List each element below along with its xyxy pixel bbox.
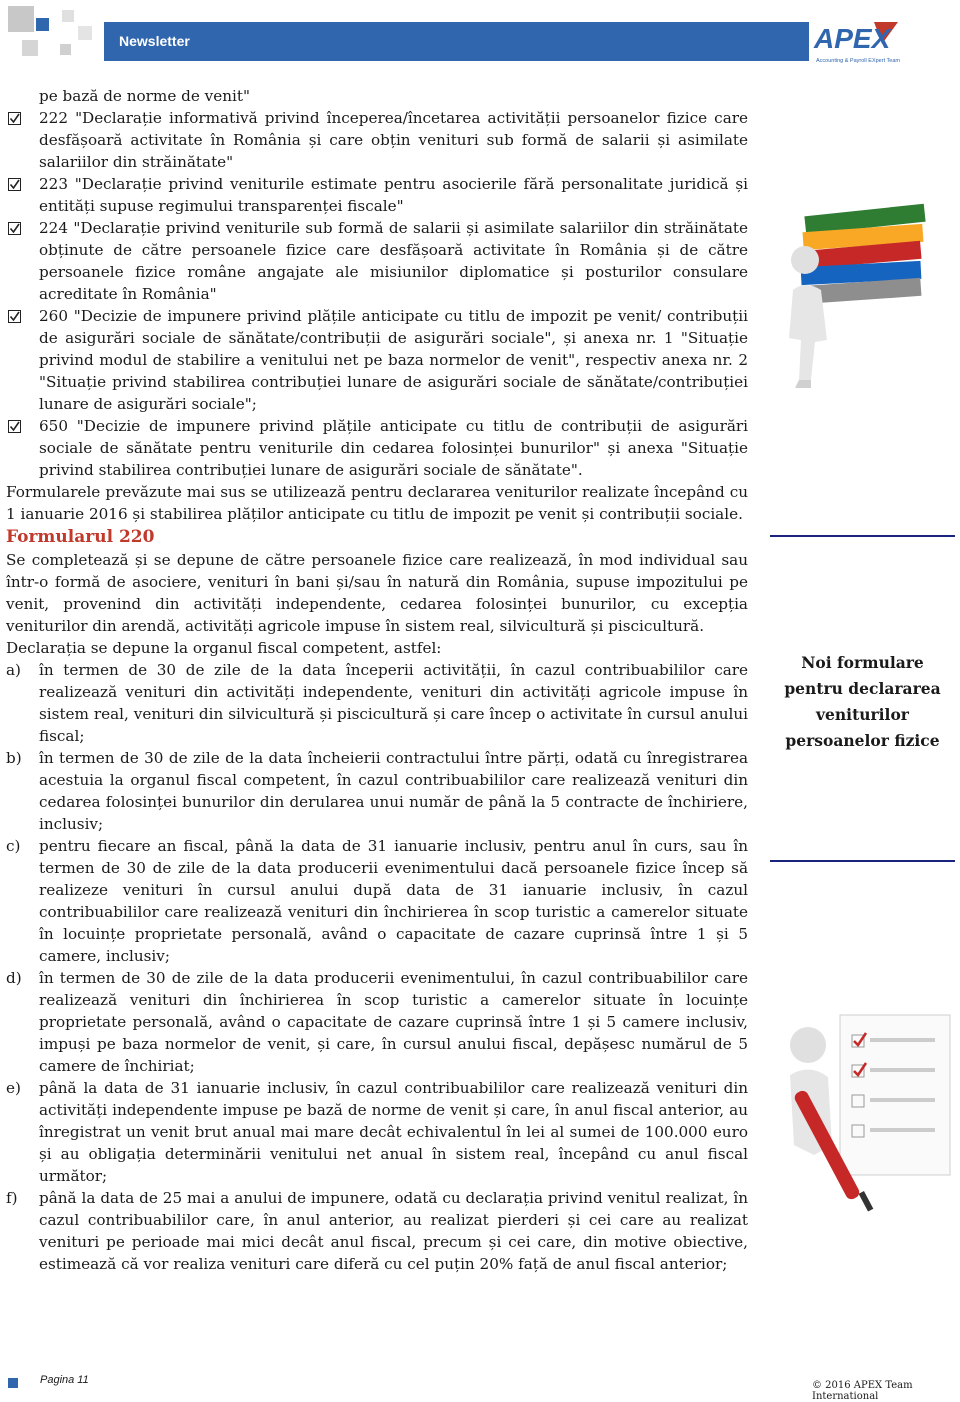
intro-line: pe bază de norme de venit"	[39, 87, 250, 105]
list-item	[6, 747, 748, 835]
newsletter-title: Newsletter	[119, 33, 190, 49]
list-marker: c)	[6, 837, 21, 855]
checkbox-icon	[8, 112, 21, 125]
list-marker: d)	[6, 969, 22, 987]
sidebar-divider-top	[770, 535, 955, 537]
list-text: în termen de 30 de zile de la data începerii activității, în cazul contribuabililor care realizează venituri din activități independente, venituri din activități agricole impuse în sistem real, venituri din silvicultură și piscicultură și care încep o activitate în cursul anului fiscal;	[39, 661, 748, 745]
main-content	[6, 85, 748, 1275]
list-text: până la data de 31 ianuarie inclusiv, în cazul contribuabililor care realizează venituri din activități independente impuse pe bază de norme de venit și care, în anul fiscal anterior, au înregistrat un venit brut anual mai mare decât echivalentul în lei al sumei de 100.000 euro și au obligația determinării venitului net anual în sistem real, începând cu anul fiscal următor;	[39, 1079, 748, 1185]
list-item	[6, 1077, 748, 1187]
list-item	[6, 659, 748, 747]
header-square-blue	[36, 18, 49, 31]
checkbox-icon	[8, 420, 21, 433]
list-marker: f)	[6, 1189, 18, 1207]
header-bar	[104, 22, 809, 61]
copyright: © 2016 APEX Team International	[812, 1380, 913, 1402]
header-square-right	[78, 26, 92, 40]
list-marker: b)	[6, 749, 22, 767]
header-square-large	[8, 6, 34, 32]
list-item	[6, 967, 748, 1077]
checklist-text: 224 "Declarație privind veniturile sub formă de salarii și asimilate salariilor din străinătate obținute de către persoanele fizice care desfășoară activitate în România și de către persoanele fizice române angajate ale misiunilor diplomatice și posturilor consulare acreditate în România"	[39, 219, 748, 303]
checkbox-icon	[8, 222, 21, 235]
list-text: pentru fiecare an fiscal, până la data de 31 ianuarie inclusiv, pentru anul în curs, sau în termen de 30 de zile de la data producerii evenimentului dacă persoanele fizice încep să realizeze venituri în cursul anului după data de 31 ianuarie inclusiv, în cazul contribuabililor care realizează venituri din închirierea în scop turistic a camerelor situate în locuințe proprietate personală, având o capacitate de cazare cuprinsă între 1 și 5 camere, inclusiv;	[39, 837, 748, 965]
list-marker: e)	[6, 1079, 21, 1097]
checklist-item	[6, 173, 748, 217]
header-square-mid	[60, 44, 71, 55]
list-item	[6, 835, 748, 967]
checklist-item	[6, 107, 748, 173]
checklist-item	[6, 217, 748, 305]
checklist-item	[6, 415, 748, 481]
summary-paragraph: Formularele prevăzute mai sus se utilizează pentru declararea veniturilor realizate începând cu 1 ianuarie 2016 și stabilirea plăților anticipate cu titlu de impozit pe venit și contribuții sociale.	[6, 483, 748, 523]
header-square-small	[62, 10, 74, 22]
list-text: în termen de 30 de zile de la data producerii evenimentului, în cazul contribuabililor care realizează venituri din închirierea în scop turistic a camerelor situate în locuințe proprietate personală, având o capacitate de cazare cuprinsă între 1 și 5 camere inclusiv, impuși pe baza normelor de venit, și care, în cursul anului fiscal, depășesc numărul de 5 camere de închiriat;	[39, 969, 748, 1075]
figure-carrying-binders-illustration	[765, 190, 950, 390]
checkbox-icon	[8, 178, 21, 191]
checklist-text: 222 "Declarație informativă privind începerea/încetarea activității persoanelor fizice care desfășoară activitate în România și care obțin venituri sub formă de salarii și asimilate salariilor din străinătate"	[39, 109, 748, 171]
list-text: până la data de 25 mai a anului de impunere, odată cu declarația privind venitul realizat, în cazul contribuabililor care, în anul anterior, au realizat pierderi și cei care au realizat venituri pe perioade mai mici decât anul fiscal, precum și cei care, din motive obiective, estimează că vor realiza venituri care diferă cu cel puțin 20% față de anul fiscal anterior;	[39, 1189, 748, 1273]
list-text: în termen de 30 de zile de la data încheierii contractului între părți, odată cu înregistrarea acestuia la organul fiscal competent, în cazul contribuabililor care realizează venituri din cedarea folosinței bunurilor din derularea unui număr de până la 5 contracte de închiriere, inclusiv;	[39, 749, 748, 833]
section-body: Se completează și se depune de către persoanele fizice care realizează, în mod individual sau într-o formă de asociere, venituri în bani și/sau în natură din România, supuse impozitului pe venit, provenind din activități independente, cedarea folosinței bunurilor, cu excepția veniturilor din arendă, activități agricole impuse în sistem real, silvicultură și piscicultură.	[6, 551, 748, 635]
sidebar-title: Noi formulare pentru declararea veniturilor persoanelor fizice	[784, 653, 941, 750]
checklist-with-pen-illustration	[770, 1005, 955, 1245]
checkbox-icon	[8, 310, 21, 323]
logo-text: APEX	[814, 23, 891, 54]
logo-tagline: Accounting & Payroll EXpert Team	[816, 58, 900, 64]
checklist-text: 650 "Decizie de impunere privind plățile anticipate cu titlu de contribuții de asigurări sociale de sănătate pentru veniturile din cedarea folosinței bunurilor" și anexa "Situație privind stabilirea contribuției lunare de asigurări sociale de sănătate".	[39, 417, 748, 479]
header-square-grey	[22, 40, 38, 56]
list-marker: a)	[6, 661, 21, 679]
sidebar-divider-bottom	[770, 860, 955, 862]
apex-logo	[812, 18, 912, 66]
checklist-item	[6, 305, 748, 415]
checklist-text: 260 "Decizie de impunere privind plățile anticipate cu titlu de impozit pe venit/ contribuții de asigurări sociale de sănătate/contribuții de asigurări sociale", și anexa nr. 1 "Situație privind modul de stabilire a venitului net pe baza normelor de venit", respectiv anexa nr. 2 "Situație privind stabilirea contribuției lunare de asigurări sociale de sănătate/contribuției lunare de asigurări sociale";	[39, 307, 748, 413]
list-item	[6, 1187, 748, 1275]
list-intro: Declarația se depune la organul fiscal competent, astfel:	[6, 639, 442, 657]
section-heading: Formularul 220	[6, 527, 155, 547]
footer-square	[8, 1378, 18, 1388]
page-number: Pagina 11	[40, 1374, 89, 1386]
checklist-text: 223 "Declarație privind veniturile estimate pentru asocierile fără personalitate juridică și entități supuse regimului transparenței fiscale"	[39, 175, 748, 215]
